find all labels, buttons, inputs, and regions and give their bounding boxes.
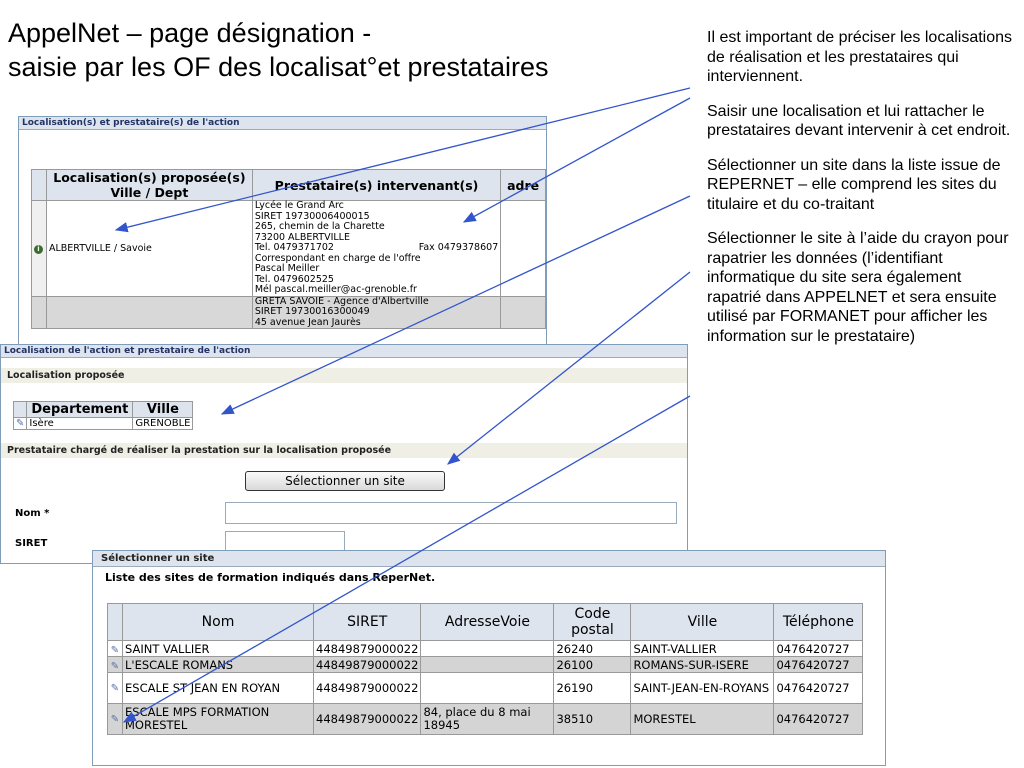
col-telephone: Téléphone — [774, 604, 863, 641]
siret-label: SIRET — [15, 538, 48, 549]
note-1: Il est important de préciser les localisations de réalisation et les prestataires qui interviennent. — [707, 29, 1013, 85]
pencil-icon[interactable]: ✎ — [110, 714, 120, 725]
nom-label: Nom * — [15, 508, 50, 519]
col-prestataire: Prestataire(s) intervenant(s) — [252, 170, 500, 201]
col-adresse: adre — [501, 170, 546, 201]
prest-line: Tel. 0479602525 — [254, 273, 334, 285]
site-cp: 26100 — [554, 657, 631, 673]
pencil-icon[interactable]: ✎ — [110, 683, 120, 694]
prest-line: GRETA SAVOIE - Agence d'Albertville — [254, 295, 429, 307]
site-ville: MORESTEL — [631, 704, 774, 735]
site-tel: 0476420727 — [774, 657, 863, 673]
col-departement: Departement — [27, 402, 133, 418]
prest-fax: Fax 0479378607 — [418, 242, 499, 253]
prest-line: Pascal Meiller — [254, 263, 320, 274]
prest-line: 265, chemin de la Charette — [254, 221, 385, 232]
site-ville: SAINT-JEAN-EN-ROYANS — [631, 673, 774, 704]
site-siret: 44849879000022 — [314, 704, 421, 735]
pencil-icon[interactable]: ✎ — [110, 644, 120, 656]
localisation-cell: ALBERTVILLE / Savoie — [46, 201, 252, 297]
panel-title: Sélectionner un site — [93, 551, 885, 567]
site-siret: 44849879000022 — [314, 673, 421, 704]
slide-title-line1: AppelNet – page désignation - — [8, 18, 372, 48]
site-nom: SAINT VALLIER — [123, 641, 314, 657]
site-cp: 26240 — [554, 641, 631, 657]
prest-line: Mél pascal.meiller@ac-grenoble.fr — [254, 284, 417, 295]
prest-line: SIRET 19730016300049 — [254, 306, 370, 317]
arrow-4 — [448, 272, 690, 464]
col-nom: Nom — [123, 604, 314, 641]
site-tel: 0476420727 — [774, 673, 863, 704]
col-adresse: AdresseVoie — [421, 604, 554, 641]
site-ville: SAINT-VALLIER — [631, 641, 774, 657]
info-icon[interactable]: i — [34, 245, 43, 254]
site-nom: ESCALE ST JEAN EN ROYAN — [123, 673, 314, 704]
col-code-postal: Code postal — [554, 604, 631, 641]
panel-title: Localisation de l'action et prestataire de l'action — [1, 345, 687, 358]
list-title: Liste des sites de formation indiqués dans ReperNet. — [105, 571, 436, 584]
pencil-icon[interactable]: ✎ — [16, 418, 25, 429]
col-ville: Ville — [631, 604, 774, 641]
arrow-5 — [124, 396, 690, 722]
site-adresse: 84, place du 8 mai 18945 — [421, 704, 554, 735]
prest-line: Lycée le Grand Arc — [254, 200, 344, 211]
site-tel: 0476420727 — [774, 704, 863, 735]
prest-line: Correspondant en charge de l'offre — [254, 252, 421, 264]
site-nom: ESCALE MPS FORMATION MORESTEL — [123, 704, 314, 735]
col-localisation: Localisation(s) proposée(s) Ville / Dept — [46, 170, 252, 201]
pencil-icon[interactable]: ✎ — [110, 660, 120, 672]
note-4: Sélectionner le site à l’aide du crayon pour rapatrier les données (l’identifiant informatique du site sera également rapatrié dans APPELNET et sera ensuite utilisé par FORMANET pour afficher les information sur le prestataire) — [707, 230, 1009, 345]
section-prestataire: Prestataire chargé de réaliser la prestation sur la localisation proposée — [1, 443, 687, 458]
ville-value: GRENOBLE — [133, 418, 193, 430]
col-siret: SIRET — [314, 604, 421, 641]
site-siret: 44849879000022 — [314, 657, 421, 673]
site-cp: 26190 — [554, 673, 631, 704]
col-ville: Ville — [133, 402, 193, 418]
site-siret: 44849879000022 — [314, 641, 421, 657]
prest-line: 45 avenue Jean Jaurès — [254, 316, 361, 328]
prest-line: 73200 ALBERTVILLE — [254, 231, 350, 243]
site-cp: 38510 — [554, 704, 631, 735]
select-site-button[interactable]: Sélectionner un site — [245, 471, 445, 491]
arrow-1 — [116, 88, 690, 230]
site-tel: 0476420727 — [774, 641, 863, 657]
site-ville: ROMANS-SUR-ISERE — [631, 657, 774, 673]
prest-line: SIRET 19730006400015 — [254, 210, 370, 222]
panel-title: Localisation(s) et prestataire(s) de l'action — [19, 117, 546, 130]
slide-title-line2: saisie par les OF des localisat°et prestataires — [8, 52, 549, 82]
prest-tel: Tel. 0479371702 — [254, 242, 334, 253]
section-localisation: Localisation proposée — [1, 368, 687, 383]
note-3: Sélectionner un site dans la liste issue de REPERNET – elle comprend les sites du titulaire et du co-traitant — [707, 156, 1001, 213]
departement-value: Isère — [27, 418, 133, 430]
site-nom: L'ESCALE ROMANS — [123, 657, 314, 673]
note-2: Saisir une localisation et lui rattacher le prestataires devant intervenir à cet endroit. — [707, 102, 1011, 139]
arrow-3 — [222, 196, 690, 414]
